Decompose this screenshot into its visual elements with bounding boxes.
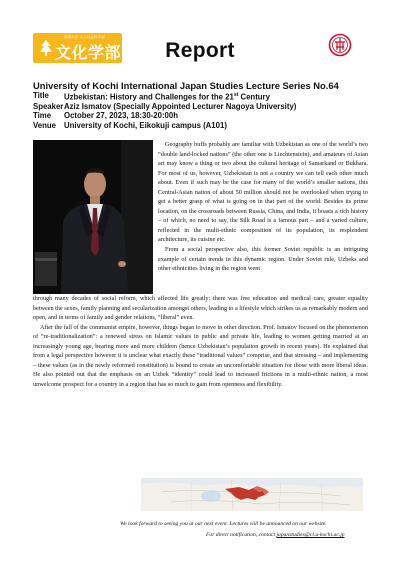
logo-text: 文化学部: [55, 43, 122, 62]
article-paragraph-2-end: through many decades of social reform, which affected life greatly: there was free education and medical care, greater equality between the sexes, family planning and secularization amongst others, leading to a lifestyle which strikes us as remarkably modern and open, and in terms of family and gender relations, “liberal” even.: [33, 295, 368, 322]
event-speaker-row: [33, 102, 296, 111]
contact-email-link[interactable]: japanstudies@cl.u-kochi.ac.jp: [276, 532, 345, 538]
footer-contact: For direct notification, contact japanstudies@cl.u-kochi.ac.jp: [206, 532, 345, 538]
event-title-label: Title: [33, 91, 49, 100]
article-paragraph-2-start: From a social perspective also, this former Soviet republic is an intriguing example of certain trends in this dynamic region. Under Soviet rule, Uzbeks and other ethnicities living in the region went: [158, 246, 368, 273]
event-details: [33, 91, 296, 130]
article-column-full: [33, 294, 368, 389]
footer-announcement: We look forward to seeing you at our next event. Lectures will be announced on our website.: [120, 521, 327, 527]
event-time-row: [33, 111, 296, 120]
article-paragraph-3: After the fall of the communist empire, however, things began to move in other direction. Prof. Ismatov focused on the phenomenon of “re-traditionalization”: a renewed stress on Islamic values in public and private life, leading to women getting married at an increasingly young age, bearing more and more children (hence Uzbekistan’s population growth in recent years). He explained that from a legal perspective however it is unclear what exactly these “traditional values” comprise, and that stressing – and implementing – these values (as in the newly reformed constitution) is bound to create an uncomfortable situation for those with more liberal ideas. He also pointed out that the emphasis on an Uzbek “identity” could lead to increased frictions in a multi-ethnic nation, a most unwelcome prospect for a country in a region that has so much to gain from openness and flexibility.: [33, 323, 368, 388]
speaker-photo: [33, 140, 153, 294]
event-venue-value: University of Kochi, Eikokuji campus (A101): [64, 120, 227, 130]
lecture-series-title: University of Kochi International Japan Studies Lecture Series No.64: [33, 80, 339, 91]
event-title-value: Uzbekistan: History and Challenges for the 21st Century: [64, 92, 270, 102]
region-map-graphic: [141, 478, 363, 511]
speaker-figure: [33, 140, 153, 294]
event-speaker-value: Aziz Ismatov (Specially Appointed Lecturer Nagoya University): [64, 102, 297, 111]
article-paragraph-1: Geography buffs probably are familiar with Uzbekistan as one of the world’s two “double land-locked nations” (the other one is Liechtenstein), and amateurs of Asian art may know a thing or two about the cultural heritage of Samarkand or Bukhara. For most of us, however, Uzbekistan is not a country we can tell each other much about. Even if such may be the case for many of the world’s smaller nations, this Central-Asian nation of about 50 million should not be overlooked when trying to get a better grasp of what is going on in that part of the world. Besides its prime location, on the crossroads between Russia, China, and India, it boasts a rich history – of which, no need to say, the Silk Road is a famous part – and a varied culture, reflected in the multi-ethnic composition of its population, its resplendent architecture, its cuisine etc.: [158, 141, 368, 244]
article-column-right: [158, 140, 368, 274]
university-seal-icon: [328, 33, 352, 57]
event-venue-row: [33, 121, 296, 130]
event-venue-label: Venue: [33, 120, 56, 130]
uzbekistan-map: [141, 478, 363, 511]
event-speaker-label: Speaker: [33, 102, 64, 111]
event-time-label: Time: [33, 111, 52, 121]
event-title-row: [33, 91, 296, 102]
page-title: Report: [165, 39, 235, 62]
event-time-value: October 27, 2023, 18:30-20:00h: [64, 111, 178, 121]
logo-small-text: 高知大学 人文社会科学部: [64, 35, 105, 39]
